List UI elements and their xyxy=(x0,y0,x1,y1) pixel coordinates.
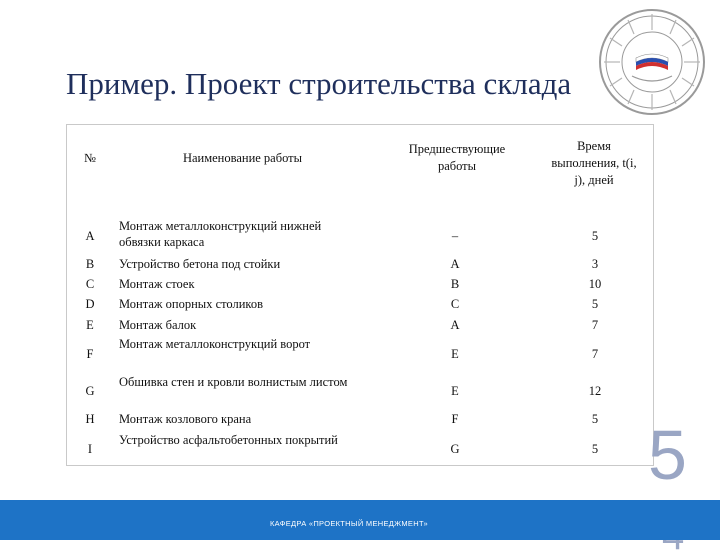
row-id: G xyxy=(85,384,95,398)
row-name: Монтаж металлоконструкций ворот xyxy=(119,337,311,351)
row-predecessor: B xyxy=(450,277,460,291)
row-predecessor: E xyxy=(451,384,459,398)
row-predecessor: G xyxy=(450,442,460,456)
row-predecessor: F xyxy=(451,412,459,426)
row-id: D xyxy=(85,297,95,311)
row-id: F xyxy=(86,347,94,361)
row-duration: 7 xyxy=(591,347,599,361)
university-seal-logo xyxy=(596,6,708,118)
row-duration: 5 xyxy=(591,412,599,426)
row-predecessor: C xyxy=(450,297,460,311)
header-name: Наименование работы xyxy=(182,151,303,165)
header-id: № xyxy=(84,151,96,165)
row-name: Монтаж балок xyxy=(119,318,197,332)
row-id: A xyxy=(85,229,95,243)
row-id: H xyxy=(85,412,95,426)
row-duration: 5 xyxy=(591,297,599,311)
row-id: C xyxy=(85,277,95,291)
row-name: Устройство бетона под стойки xyxy=(119,257,281,271)
row-duration: 5 xyxy=(591,442,599,456)
row-duration: 10 xyxy=(588,277,602,291)
row-predecessor: A xyxy=(450,257,460,271)
row-duration: 5 xyxy=(591,229,599,243)
row-duration: 3 xyxy=(591,257,599,271)
row-id: I xyxy=(87,442,93,456)
header-predecessors: Предшествующие работы xyxy=(408,142,506,173)
header-duration: Время выполнения, t(i, j), дней xyxy=(551,139,637,187)
row-name: Обшивка стен и кровли волнистым листом xyxy=(119,375,348,389)
slide-title: Пример. Проект строительства склада xyxy=(66,66,572,101)
row-name: Устройство асфальтобетонных покрытий xyxy=(119,433,338,447)
footer-text: КАФЕДРА «ПРОЕКТНЫЙ МЕНЕДЖМЕНТ» xyxy=(270,519,428,528)
row-name: Монтаж стоек xyxy=(119,277,195,291)
row-predecessor: – xyxy=(451,229,459,243)
row-predecessor: A xyxy=(450,318,460,332)
row-name: Монтаж козлового крана xyxy=(119,412,252,426)
row-duration: 12 xyxy=(588,384,602,398)
row-predecessor: E xyxy=(451,347,459,361)
row-name: Монтаж опорных столиков xyxy=(119,297,264,311)
row-name: Монтаж металлоконструкций нижней обвязки каркаса xyxy=(119,219,322,250)
slide-number: 5 xyxy=(648,416,687,494)
row-duration: 7 xyxy=(591,318,599,332)
row-id: E xyxy=(86,318,94,332)
row-id: B xyxy=(85,257,95,271)
